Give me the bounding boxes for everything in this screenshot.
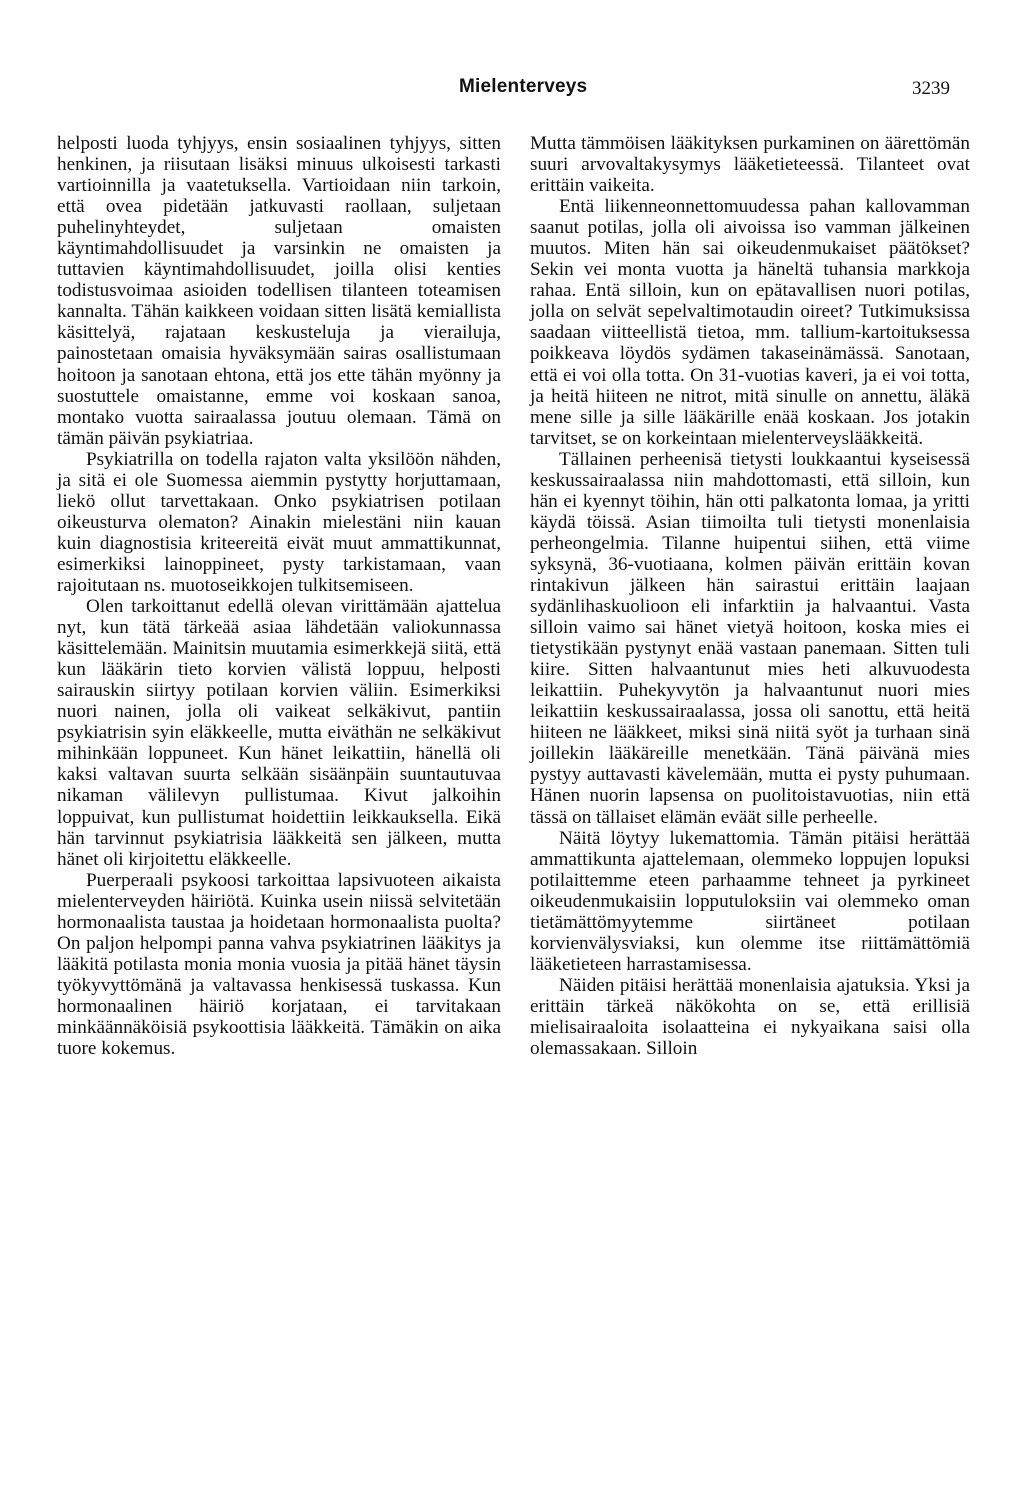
paragraph: Puerperaali psykoosi tarkoittaa lapsivuoteen aikaista mielenterveyden häiriötä. Kuinka usein niissä selvitetään hormonaalista taustaa ja hoidetaan hormonaalista puolta? On paljon helpompi panna vahva psykiatrinen lääkitys ja lääkitä potilasta monia monia vuosia ja pitää hänet täysin työkyvyttömänä ja valtavassa henkisessä tuskassa. Kun hormonaalinen häiriö korjataan, ei tarvitakaan minkäännäköisiä psykoottisia lääkkeitä. Tämäkin on aika tuore kokemus. bbox=[57, 869, 501, 1060]
paragraph: Psykiatrilla on todella rajaton valta yksilöön nähden, ja sitä ei ole Suomessa aiemmin pystytty horjuttamaan, liekö ollut tarvettakaan. Onko psykiatrisen potilaan oikeusturva olematon? Ainakin mielestäni niin kauan kuin diagnostisia kriteereitä eivät muut ammattikunnat, esimerkiksi lainoppineet, pysty tarkistamaan, vaan rajoitutaan ns. muotoseikkojen tulkitsemiseen. bbox=[57, 448, 501, 596]
paragraph: Tällainen perheenisä tietysti loukkaantui kyseisessä keskussairaalassa niin mahdottomasti, että silloin, kun hän ei kyennyt töihin, hän otti palkatonta lomaa, ja yritti käydä töissä. Asian tiimoilta tuli tietysti monenlaisia perheongelmia. Tilanne huipentui siihen, että viime syksynä, 36-vuotiaana, kolmen päivän erittäin kovan rintakivun jälkeen hän sairastui erittäin laajaan sydänlihaskuolioon eli infarktiin ja halvaantui. Vasta silloin vaimo sai hänet vietyä hoitoon, koska mies ei tietystikään pystynyt enää vastaan panemaan. Sitten tuli kiire. Sitten halvaantunut mies heti alkuvuodesta leikattiin. Puhekyvytön ja halvaantunut nuori mies leikattiin keskussairaalassa, jossa oli sanottu, että heitä hiiteen ne lääkkeet, miksi sinä niitä syöt ja turhaan sinä joillekin lääkäreille menetkään. Tänä päivänä mies pystyy auttavasti kävelemään, mutta ei pysty puhumaan. Hänen nuorin lapsensa on puolitoistavuotias, niin että tässä on tällaiset elämän eväät sille perheelle. bbox=[530, 448, 970, 828]
running-title: Mielenterveys bbox=[459, 76, 588, 97]
paragraph: Näiden pitäisi herättää monenlaisia ajatuksia. Yksi ja erittäin tärkeä näkökohta on se, että erillisiä mielisairaaloita isolaatteina ei nykyaikana saisi olla olemassakaan. Silloin bbox=[530, 974, 970, 1060]
paragraph: Mutta tämmöisen lääkityksen purkaminen on äärettömän suuri arvovaltakysymys lääketieteessä. Tilanteet ovat erittäin vaikeita. bbox=[530, 133, 970, 197]
right-column bbox=[530, 133, 970, 1059]
paragraph-continuation: helposti luoda tyhjyys, ensin sosiaalinen tyhjyys, sitten henkinen, ja riisutaan lisäksi minuus ulkoisesti tarkasti vartioinnilla ja vaatetuksella. Vartioidaan niin tarkoin, että ovea pidetään jatkuvasti raollaan, suljetaan puhelinyhteydet, suljetaan omaisten käyntimahdollisuudet ja varsinkin ne omaisten ja tuttavien käyntimahdollisuudet, joilla olisi kenties todistusvoimaa asioiden todellisen tilanteen toteamisen kannalta. Tähän kaikkeen voidaan sitten lisätä kemiallista käsittelyä, rajataan keskusteluja ja vierailuja, painostetaan omaisia hyväksymään sairas osallistumaan hoitoon ja sanotaan ehtona, että jos ette tähän myönny ja suostuttele omaistanne, emme voi koskaan sanoa, montako vuotta sairaalassa joutuu olemaan. Tämä on tämän päivän psykiatriaa. bbox=[57, 133, 501, 449]
page-number: 3239 bbox=[912, 78, 950, 99]
page-header bbox=[0, 76, 1024, 106]
left-column bbox=[57, 133, 501, 1059]
paragraph: Olen tarkoittanut edellä olevan virittämään ajattelua nyt, kun tätä tärkeää asiaa lähdetään valiokunnassa käsittelemään. Mainitsin muutamia esimerkkejä siitä, että kun lääkärin tieto korvien välistä loppuu, helposti sairauskin siirtyy potilaan korvien väliin. Esimerkiksi nuori nainen, jolla oli vaikeat selkäkivut, pantiin psykiatrisin syin eläkkeelle, mutta eiväthän ne selkäkivut mihinkään loppuneet. Kun hänet leikattiin, hänellä oli kaksi valtavan suurta selkään sisäänpäin suuntautuvaa nikaman välilevyn pullistumaa. Kivut jalkoihin loppuivat, kun pullistumat hoidettiin leikkauksella. Eikä hän tarvinnut psykiatrisia lääkkeitä sen jälkeen, mutta hänet oli kirjoitettu eläkkeelle. bbox=[57, 596, 501, 870]
paragraph: Näitä löytyy lukemattomia. Tämän pitäisi herättää ammattikunta ajattelemaan, olemmeko loppujen lopuksi potilaittemme eteen parhaamme tehneet ja pyrkineet oikeudenmukaisiin lopputuloksiin vai olemmeko oman tietämättömyytemme siirtäneet potilaan korvienvälysviaksi, kun olemme itse riittämättömiä lääketieteen harrastamisessa. bbox=[530, 827, 970, 975]
paragraph: Entä liikenneonnettomuudessa pahan kallovamman saanut potilas, jolla oli aivoissa iso vamman jälkeinen muutos. Miten hän sai oikeudenmukaiset päätökset? Sekin vei monta vuotta ja häneltä tuhansia markkoja rahaa. Entä silloin, kun on epätavallisen nuori potilas, jolla on selvät sepelvaltimotaudin oireet? Tutkimuksissa saadaan viitteellistä tietoa, mm. tallium-kartoituksessa poikkeava löydös sydämen takaseinämässä. Sanotaan, että ei voi olla totta. On 31-vuotias kaveri, ja ei voi totta, ja heitä hiiteen ne nitrot, mitä sinulle on annettu, äläkä mene sille ja sille lääkärille enää koskaan. Jos jotakin tarvitset, se on korkeintaan mielenterveyslääkkeitä. bbox=[530, 196, 970, 449]
